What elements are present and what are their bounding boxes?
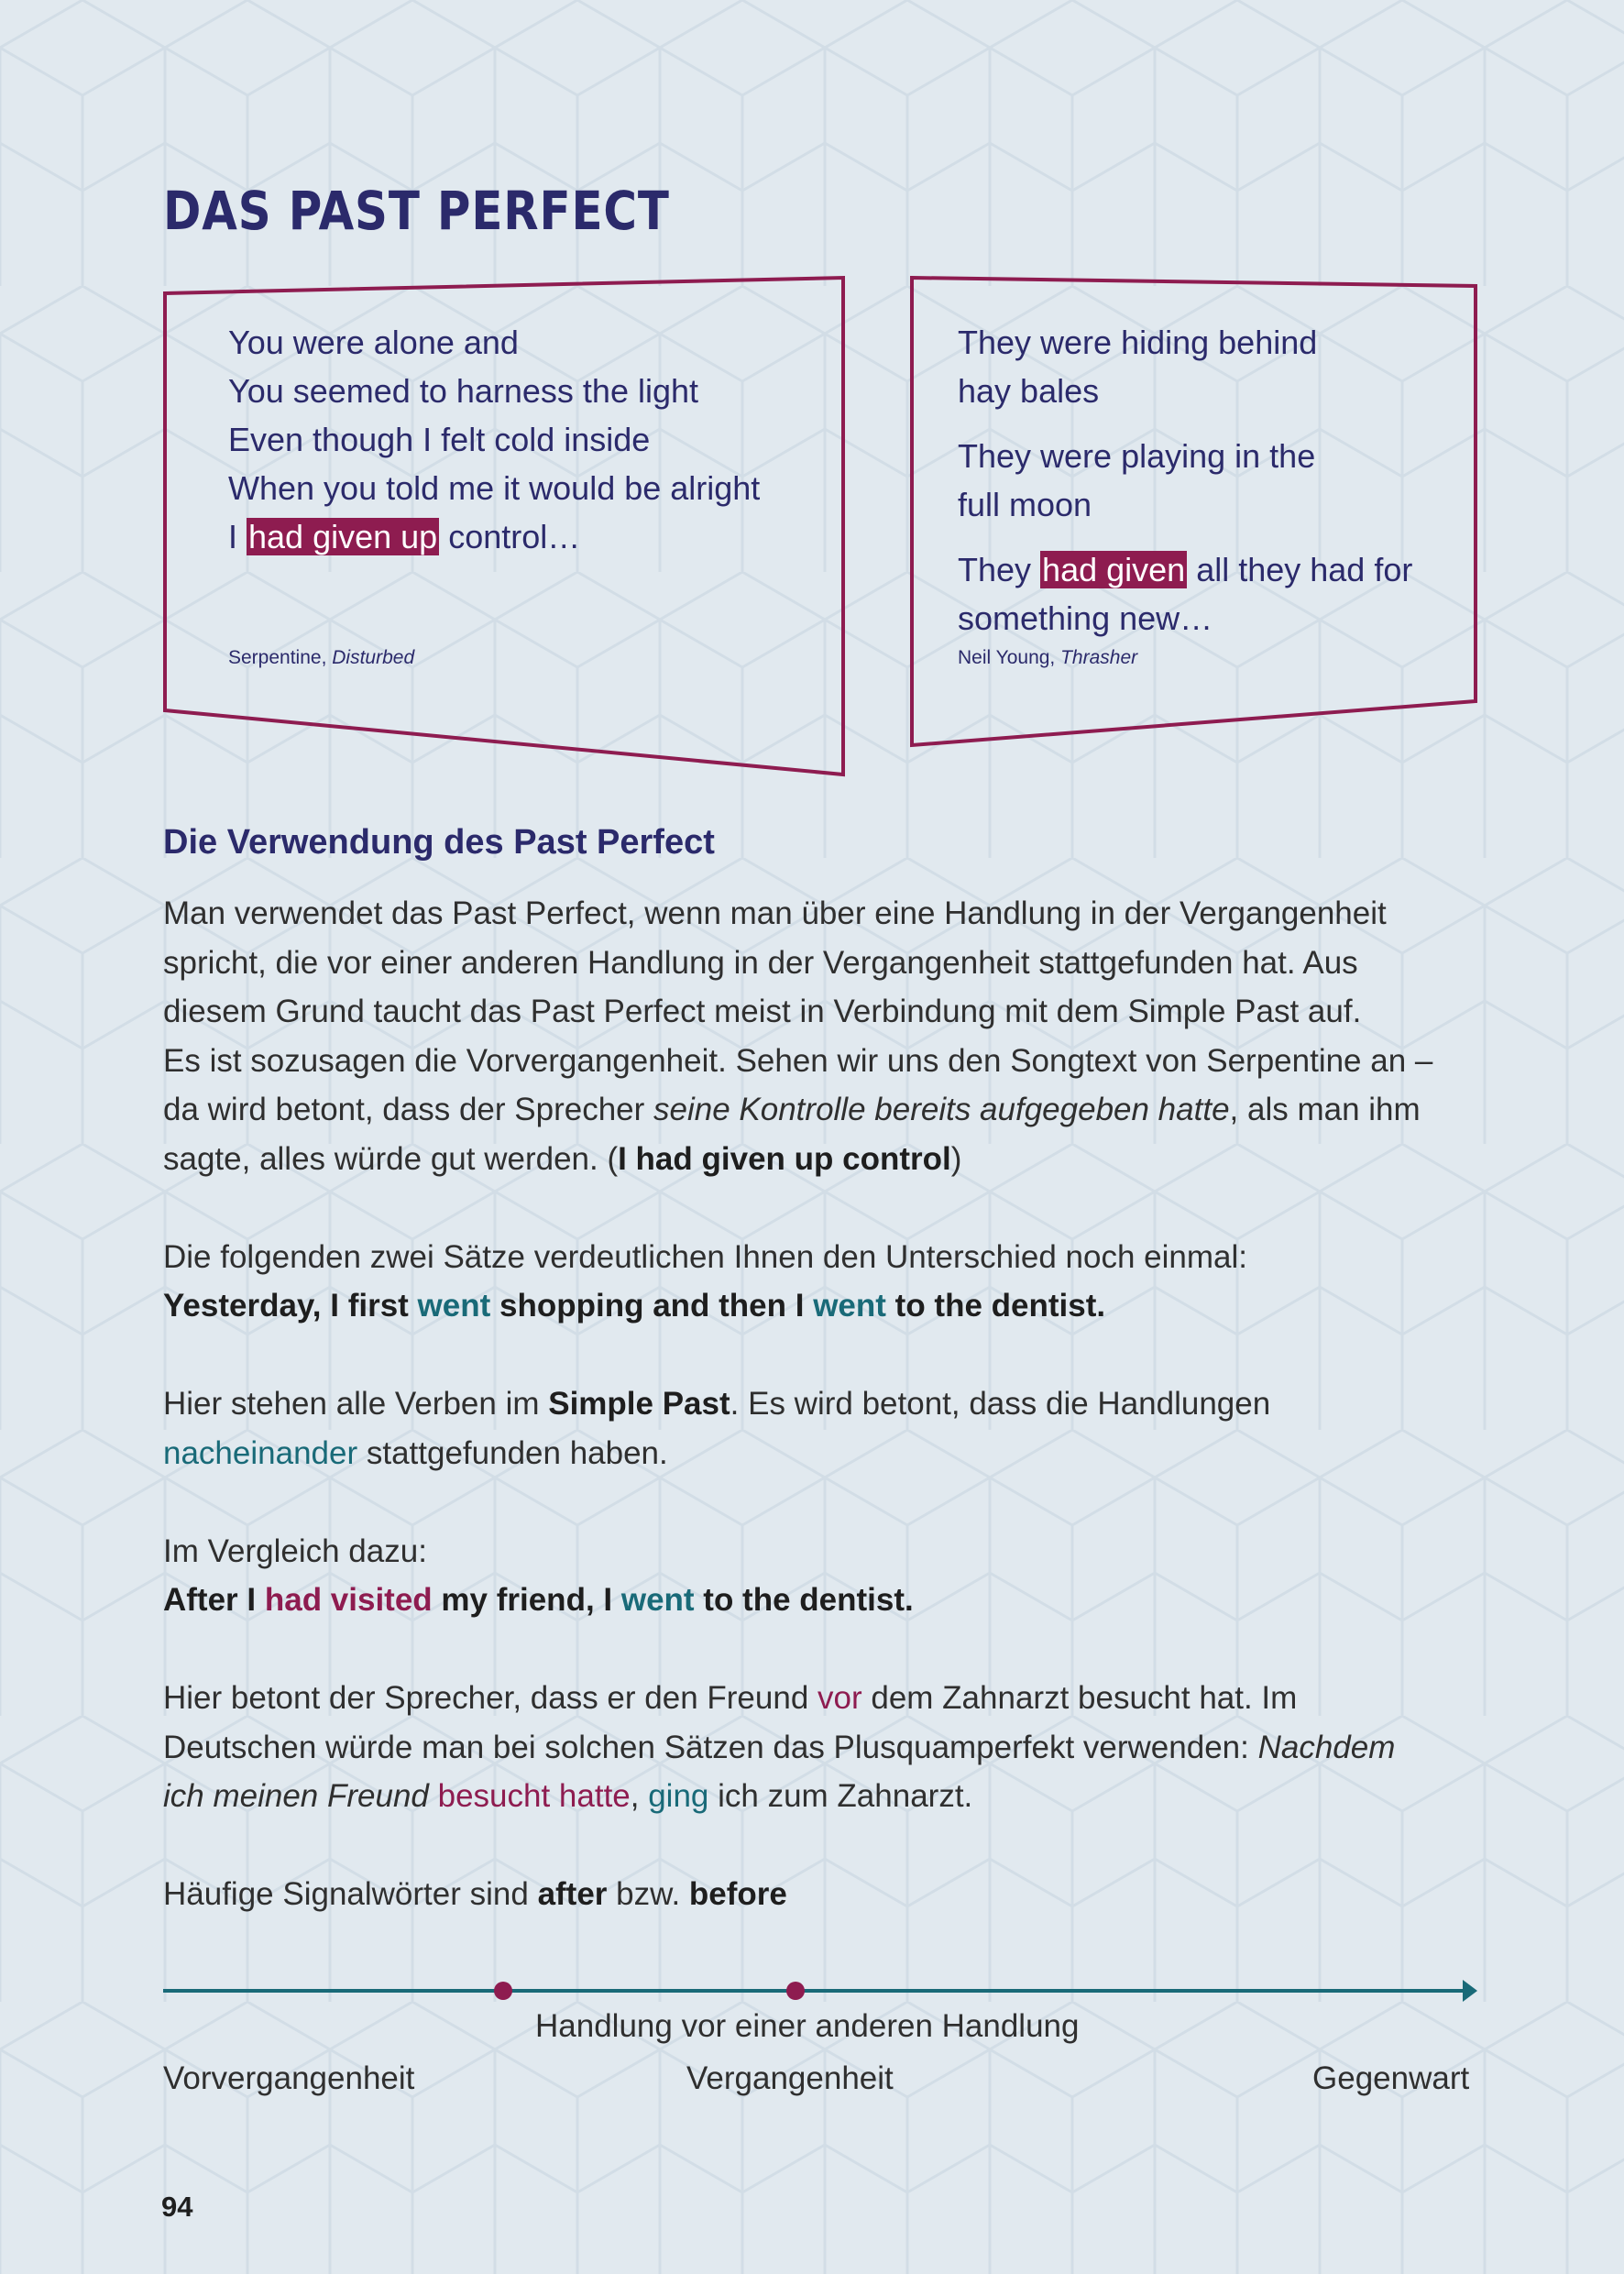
quote-credit-left — [228, 647, 414, 669]
text-run: da wird betont, dass der Sprecher — [163, 1092, 654, 1127]
paragraph-line — [163, 1772, 1432, 1821]
text-run: Häufige Signalwörter sind — [163, 1876, 538, 1912]
text-run: ) — [950, 1140, 962, 1177]
text-run: After I — [163, 1582, 265, 1618]
lyrics-right — [958, 318, 1412, 643]
lyric-line: Even though I felt cold inside — [228, 421, 651, 458]
term-simple-past: Simple Past — [548, 1386, 730, 1422]
lyric-line — [228, 512, 760, 561]
signal-word: before — [688, 1876, 787, 1912]
lyrics-left — [228, 318, 760, 561]
timeline-label-present: Gegenwart — [1312, 2060, 1470, 2096]
paragraph-line: Im Vergleich dazu: — [163, 1532, 427, 1569]
bold-run: I had given up control — [618, 1140, 951, 1177]
text-run: shopping and then I — [490, 1288, 814, 1324]
highlight-had-given-up: had given up — [248, 518, 438, 555]
credit-artist: Serpentine, — [228, 647, 333, 668]
text-run: . Es wird betont, dass die Handlungen — [730, 1386, 1271, 1422]
paragraph-line: Man verwendet das Past Perfect, wenn man über eine Handlung in der Vergangenheit — [163, 895, 1387, 931]
lyric-text: I — [228, 518, 247, 555]
highlight-word: nacheinander — [163, 1434, 358, 1471]
paragraph-line — [163, 1135, 1432, 1184]
timeline-label-past: Vergangenheit — [686, 2060, 894, 2096]
lyric-text: They — [958, 551, 1041, 588]
italic-run: ich meinen Freund — [163, 1778, 438, 1814]
quote-credit-right — [958, 647, 1137, 669]
credit-work: Thrasher — [1060, 647, 1138, 668]
paragraph-line: Es ist sozusagen die Vorvergangenheit. Sehen wir uns den Songtext von Serpentine an – — [163, 1042, 1433, 1079]
paragraph-line — [163, 1674, 1432, 1723]
paragraph-line — [163, 1870, 1432, 1919]
lyric-line: When you told me it would be alright — [228, 469, 761, 507]
highlight-word: besucht hatte — [437, 1778, 631, 1814]
text-run: Hier stehen alle Verben im — [163, 1386, 549, 1422]
text-run: , — [630, 1778, 649, 1814]
text-run: sagte, alles würde gut werden. ( — [163, 1140, 619, 1177]
text-run: stattgefunden haben. — [357, 1434, 668, 1471]
text-run: to the dentist. — [885, 1288, 1106, 1324]
paragraph-line — [163, 1429, 1432, 1478]
verb-past-perfect: had visited — [264, 1582, 433, 1618]
example-sentence-past-perfect — [163, 1576, 1432, 1625]
text-run: ich zum Zahnarzt. — [708, 1778, 973, 1814]
verb-simple-past: went — [620, 1582, 695, 1618]
italic-run: Nachdem — [1257, 1729, 1396, 1765]
verb-simple-past: went — [813, 1288, 886, 1324]
example-sentence-simple-past — [163, 1281, 1432, 1331]
text-run: Deutschen würde man bei solchen Sätzen das Plusquamperfekt verwenden: — [163, 1729, 1258, 1765]
lyric-line: They were playing in the — [958, 437, 1316, 475]
body-text — [163, 889, 1432, 1919]
highlight-word: vor — [817, 1680, 862, 1716]
highlight-had-given: had given — [1042, 551, 1186, 588]
highlight-word: ging — [648, 1778, 709, 1814]
lyric-text: control… — [439, 518, 581, 555]
lyric-line — [958, 545, 1412, 594]
credit-artist: Neil Young, — [958, 647, 1061, 668]
lyric-line: You seemed to harness the light — [228, 372, 699, 410]
lyric-line: full moon — [958, 486, 1092, 523]
section-heading: Die Verwendung des Past Perfect — [163, 823, 715, 862]
text-run: my friend, I — [432, 1582, 621, 1618]
page-title: DAS PAST PERFECT — [163, 180, 670, 242]
text-run: Yesterday, I first — [163, 1288, 418, 1324]
text-run: Hier betont der Sprecher, dass er den Freund — [163, 1680, 818, 1716]
text-run: , als man ihm — [1229, 1092, 1421, 1127]
paragraph-line: Die folgenden zwei Sätze verdeutlichen Ihnen den Unterschied noch einmal: — [163, 1238, 1247, 1275]
lyric-line: hay bales — [958, 372, 1100, 410]
text-run: dem Zahnarzt besucht hat. Im — [861, 1680, 1298, 1716]
lyric-line: something new… — [958, 599, 1213, 637]
text-run: bzw. — [607, 1876, 689, 1912]
timeline-action-label: Handlung vor einer anderen Handlung — [535, 2008, 1080, 2044]
paragraph-line — [163, 1085, 1432, 1135]
verb-simple-past: went — [417, 1288, 491, 1324]
paragraph-line — [163, 1723, 1432, 1773]
signal-word: after — [537, 1876, 608, 1912]
lyric-text: all they had for — [1187, 551, 1413, 588]
lyric-line: They were hiding behind — [958, 324, 1318, 361]
paragraph-line — [163, 1379, 1432, 1429]
credit-work: Disturbed — [332, 647, 415, 668]
paragraph-line: diesem Grund taucht das Past Perfect meist in Verbindung mit dem Simple Past auf. — [163, 994, 1362, 1029]
timeline-label-past-perfect: Vorvergangenheit — [163, 2060, 415, 2096]
lyric-line: You were alone and — [228, 324, 519, 361]
text-run: to the dentist. — [694, 1582, 914, 1618]
italic-run: seine Kontrolle bereits aufgegeben hatte — [653, 1092, 1230, 1127]
paragraph-line: spricht, die vor einer anderen Handlung in der Vergangenheit stattgefunden hat. Aus — [163, 944, 1358, 981]
page-number: 94 — [161, 2191, 193, 2223]
